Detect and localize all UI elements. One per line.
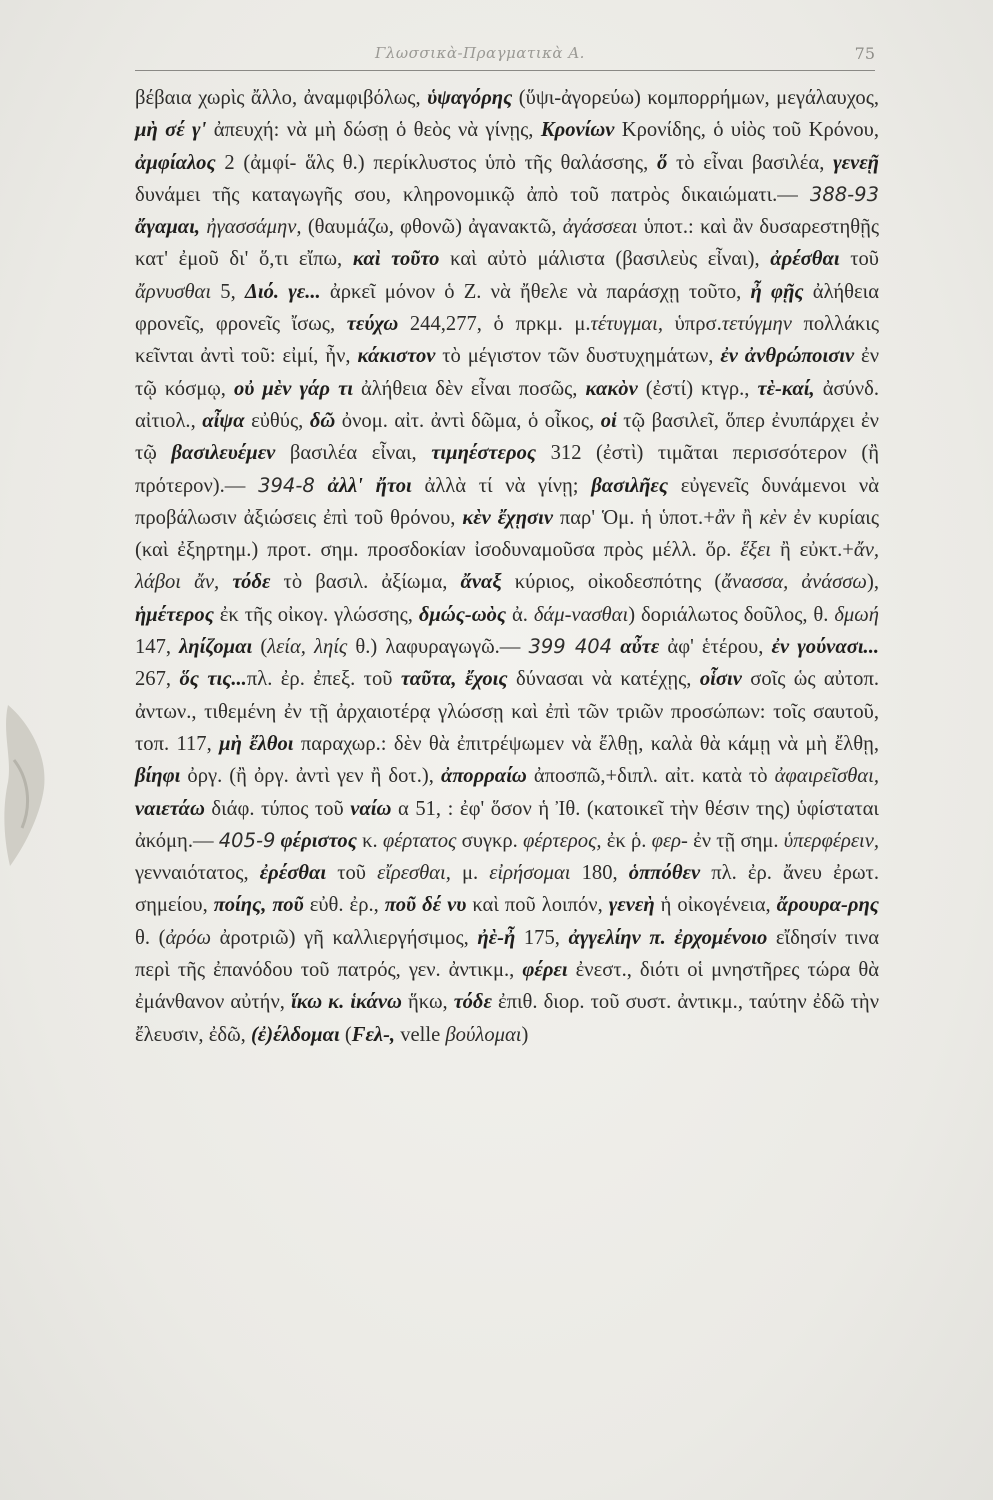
gloss-text: εἴδησίν τινα περὶ τῆς ἐπανόδου τοῦ πατρός, γεν. ἀντικμ., (135, 926, 879, 982)
gloss-text: πολλάκις κεῖνται ἀντὶ τοῦ: εἰμί, ἦν, (135, 313, 880, 368)
gloss-text: καὶ αὐτὸ μάλιστα (βασιλεὺς εἶναι), (439, 248, 771, 271)
lemma: ναίω (350, 797, 392, 820)
lemma: τόδε (453, 991, 492, 1014)
gloss-text: κύριος, οἰκοδεσπότης ( (501, 571, 722, 594)
gloss-text: τοῦ (326, 862, 378, 885)
lemma: κὲν ἔχῃσιν (462, 506, 553, 529)
gloss-text: τὸ βασιλ. ἀξίωμα, (270, 571, 461, 594)
gloss-text: velle (395, 1023, 446, 1046)
gloss-text: ἀ. (506, 603, 534, 626)
gloss-text: δύνασαι νὰ κατέχῃς, (507, 668, 700, 691)
italic-form: ὑπερφέρειν, (783, 829, 880, 852)
lemma: οἱ (600, 409, 617, 432)
lemma: κακὸν (585, 377, 638, 400)
gloss-text: ἐπιθ. διορ. τοῦ συστ. ἀντικμ., ταύτην ἐδῶ τὴν ἔλευσιν, ἐδῶ, (135, 991, 880, 1046)
italic-form: ἄν, (853, 539, 879, 562)
lemma: ἀρέσθαι (770, 248, 840, 271)
gloss-text: εὐγενεῖς δυνάμενοι νὰ προβάλωσιν ἀξιώσεις ἐπὶ τοῦ θρόνου, (135, 474, 880, 529)
gloss-text: 312 (ἐστὶ) τιμᾶται περισσότερον (ἢ πρότερον).— (135, 442, 880, 497)
lemma: (ἐ)έλδομαι (250, 1023, 340, 1046)
gloss-text: ἥκω, (401, 991, 454, 1014)
lemma: ἄγαμαι, (135, 216, 201, 239)
gloss-text: ἐκ τῆς οἰκογ. γλώσσης, (213, 603, 419, 626)
lemma: τιμηέστερος (431, 442, 537, 465)
gloss-text: ) (521, 1023, 529, 1046)
gloss-text: θ.) λαφυραγωγῶ.— (347, 636, 529, 659)
gloss-text: ἀφ' ἑτέρου, (659, 636, 772, 659)
lemma: ἀπορραίω (440, 765, 527, 788)
lemma: τεύχω (346, 313, 399, 336)
italic-form: ἠγασσάμην, (200, 216, 308, 239)
lemma: δμώς-ωὸς (418, 603, 507, 626)
gloss-text: ἀροτριῶ) γῆ καλλιεργήσιμος, (211, 926, 478, 949)
lemma: ἄρουρα-ρης (776, 894, 879, 917)
italic-form: τετύγμην (721, 313, 792, 336)
gloss-text: ἡ οἰκογένεια, (654, 894, 777, 917)
lemma: ἠὲ-ἦ (477, 926, 516, 949)
italic-form: εἰρήσομαι (489, 862, 571, 885)
gloss-text: ( (252, 636, 268, 659)
lemma: γενεῇ (833, 151, 879, 174)
lemma: τὲ-καί, (757, 377, 815, 400)
gloss-text: 5, (211, 280, 245, 303)
gloss-text: ἀλήθεια δὲν εἶναι ποσῶς, (352, 377, 586, 400)
gloss-text: ἐν κυρίαις (καὶ ἐξηρτημ.) προτ. σημ. προσδοκίαν ἰσοδυναμοῦσα πρὸς μέλλ. ὅρ. (135, 506, 879, 562)
gloss-text: τὸ μέγιστον τῶν δυστυχημάτων, (435, 345, 721, 368)
gloss-text (315, 475, 328, 497)
gloss-text: ἢ (734, 506, 760, 529)
italic-form: ἀφαιρεῖσθαι, (774, 765, 879, 788)
gloss-text: θ. ( (135, 926, 166, 949)
gloss-text: ὀνομ. αἰτ. ἀντὶ δῶμα, ὁ οἶκος, (335, 409, 601, 432)
body-text (135, 82, 879, 1051)
lemma: φέρει (522, 959, 568, 982)
lemma: τόδε (232, 571, 271, 594)
italic-form: ἂν (714, 506, 735, 529)
running-head: Γλωσσικὰ-Πραγματικὰ Α. (375, 44, 585, 62)
lemma: αἶψα (202, 409, 245, 432)
gloss-text: κ. (356, 829, 383, 852)
gloss-text: ἢ εὐκτ.+ (771, 539, 854, 562)
page-header (135, 40, 875, 71)
lemma: ἀμφίαλος (135, 151, 216, 174)
italic-form: εἴρεσθαι, (377, 862, 451, 885)
gloss-text (457, 668, 465, 690)
gloss-text: διάφ. τύπος τοῦ (204, 797, 351, 820)
lemma: ἵκω κ. ἱκάνω (290, 991, 402, 1014)
lemma: γενεὴ (608, 894, 655, 917)
lemma: κάκιστον (357, 345, 436, 368)
italic-form: ἄρνυσθαι (135, 280, 212, 303)
lemma: ὅ (656, 151, 668, 174)
gloss-text (612, 636, 620, 658)
gloss-text: δυνάμει τῆς καταγωγῆς σου, κληρονομικῷ ἀπὸ τοῦ πατρὸς δικαιώματι.— (135, 183, 810, 206)
gloss-text: (ὕψι-ἀγορεύω) κομπορρήμων, μεγάλαυχος, (512, 87, 880, 109)
lemma: ἡμέτερος (135, 603, 214, 626)
page-number: 75 (854, 44, 875, 63)
gloss-text: καὶ ποῦ λοιπόν, (466, 894, 609, 917)
gloss-text: παρ' Ὁμ. ἡ ὑποτ.+ (552, 506, 715, 529)
gloss-text: ἐν τῇ σημ. (687, 829, 784, 852)
verse-range: 388-93 (809, 182, 879, 206)
lemma: ἐν ἀνθρώποισιν (720, 345, 855, 368)
lemma: ἐρέσθαι (259, 862, 327, 885)
gloss-text: βασιλέα εἶναι, (275, 442, 432, 465)
italic-form: ἀγάσσεαι (562, 216, 638, 239)
gloss-text: ὑποτ.: καὶ ἂν δυσαρεστηθῇς κατ' ἐμοῦ δι' ὅ,τι εἴπω, (135, 216, 879, 271)
gloss-text: τῷ βασιλεῖ, ὅπερ ἐνυπάρχει ἐν τῷ (135, 409, 879, 465)
lemma: ταῦτα, (400, 668, 457, 691)
lemma: μὴ ἔλθοι (219, 732, 294, 755)
lemma: οὐ μὲν γάρ τι (233, 377, 353, 400)
lemma: ἀλλ' ἤτοι (327, 474, 412, 497)
gloss-text: ἐν τῷ κόσμῳ, (135, 345, 880, 400)
lemma: ἐν γούνασι... (771, 636, 879, 659)
italic-form: βούλομαι (445, 1023, 522, 1046)
page-smudge (0, 700, 64, 870)
lemma: ποῦ (272, 894, 304, 917)
gloss-text: 244,277, ὁ πρκμ. μ. (398, 313, 591, 336)
gloss-text: (ἐστί) κτγρ., (637, 377, 758, 400)
gloss-text: ἐκ ῥ. (601, 829, 652, 852)
gloss-text: παραχωρ.: δὲν θὰ ἐπιτρέψωμεν νὰ ἔλθῃ, καλὰ θὰ κάμῃ νὰ μὴ ἔλθῃ, (293, 732, 879, 755)
italic-form: δάμ-νασθαι (533, 603, 629, 626)
italic-form: ἕξει (740, 539, 772, 562)
gloss-text: ἀλλὰ τί νὰ γίνῃ; (411, 474, 592, 497)
lemma: ποίης, (213, 894, 267, 917)
lemma: ὁππόθεν (628, 862, 701, 885)
gloss-text: συγκρ. (456, 829, 524, 852)
lemma: ἔχοις (464, 668, 508, 691)
gloss-text: ἀσύνδ. αἰτιολ., (135, 377, 879, 432)
italic-form: τέτυγμαι, (590, 313, 663, 336)
lemma: ἄναξ (460, 571, 502, 594)
gloss-text: πλ. ἐρ. ἄνευ ἐρωτ. σημείου, (135, 862, 879, 917)
gloss-text: εὐθύς, (244, 409, 310, 432)
italic-form: κὲν (759, 506, 787, 529)
gloss-text: 2 (ἀμφί- ἅλς θ.) περίκλυστος ὑπὸ τῆς θαλάσσης, (215, 151, 657, 174)
lemma: ληίζομαι (179, 636, 253, 659)
lemma: μὴ σέ γ' (135, 119, 207, 142)
lemma: Διό. γε... (244, 280, 321, 303)
commentary-paragraph (135, 82, 879, 1051)
gloss-text: 147, (135, 636, 180, 659)
lemma: βίηφι (135, 765, 181, 788)
gloss-text: τοῦ (839, 248, 879, 271)
gloss-text: γενναιότατος, (135, 862, 260, 885)
lemma: ἀγγελίην π. ἐρχομένοιο (568, 926, 768, 949)
italic-form: φερ- (651, 829, 688, 852)
italic-form: ἄνασσα, ἀνάσσω (721, 571, 867, 594)
lemma: Κρονίων (540, 119, 615, 142)
gloss-text (219, 571, 232, 593)
gloss-text: ἀλήθεια φρονεῖς, φρονεῖς ἴσως, (135, 280, 880, 336)
gloss-text: 175, (515, 926, 569, 949)
italic-form: φέρτατος (382, 829, 457, 852)
gloss-text: ἀποσπῶ,+διπλ. αἰτ. κατὰ τὸ (526, 765, 775, 788)
gloss-text: ( (339, 1023, 352, 1046)
lemma: αὖτε (620, 636, 660, 659)
gloss-text: μ. (450, 862, 490, 885)
gloss-text: σοῖς ὡς αὐτοπ. ἀντων., τιθεμένη ἐν τῇ ἀρχαιοτέρᾳ γλώσσῃ καὶ ἐπὶ τῶν τριῶν προσώπων: τοῖς σαυτοῦ, τοπ. 117, (135, 668, 879, 755)
lemma: καὶ τοῦτο (352, 248, 440, 271)
gloss-text: α 51, : ἐφ' ὅσον ἡ Ἰθ. (κατοικεῖ τὴν θέσιν της) ὑφίσταται ἀκόμη.— (135, 797, 879, 852)
lemma: Ϝελ-, (351, 1023, 396, 1046)
gloss-text: Κρονίδης, ὁ υἱὸς τοῦ Κρόνου, (614, 119, 879, 142)
lemma: βασιλῆες (591, 474, 669, 497)
lemma: δῶ (309, 409, 336, 432)
verse-range: 399 404 (528, 635, 613, 659)
gloss-text: ἀπευχή: νὰ μὴ δώσῃ ὁ θεὸς νὰ γίνῃς, (206, 119, 541, 142)
verse-range: 394-8 (258, 473, 315, 497)
gloss-text: ), (866, 571, 879, 594)
lemma: φέριστος (280, 829, 357, 852)
italic-form: φέρτερος, (523, 829, 602, 852)
gloss-text: τὸ εἶναι βασιλέα, (667, 151, 834, 174)
gloss-text: 267, (135, 668, 180, 691)
gloss-text: 180, (570, 862, 629, 885)
lemma: βασιλευέμεν (171, 442, 276, 465)
gloss-text: ὑπρσ. (662, 313, 722, 336)
lemma: ἦ φῇς (750, 280, 804, 303)
italic-form: δμωή (834, 603, 879, 626)
gloss-text: ἀρκεῖ μόνον ὁ Ζ. νὰ ἤθελε νὰ παράσχῃ τοῦτο, (320, 280, 751, 303)
lemma: ὑψαγόρης (427, 87, 513, 109)
gloss-text: ) δοριάλωτος δοῦλος, θ. (628, 603, 835, 626)
gloss-text: ἐνεστ., διότι οἱ μνηστῆρες τώρα θὰ ἐμάνθανον αὐτήν, (135, 959, 880, 1014)
lemma: ὅς τις... (179, 668, 247, 691)
italic-form: λεία, ληίς (267, 636, 348, 659)
gloss-text: εὐθ. ἐρ., (303, 894, 385, 917)
italic-form: λάβοι ἄν, (135, 571, 220, 594)
italic-form: ἀρόω (165, 926, 211, 949)
lemma: ναιετάω (135, 797, 205, 820)
gloss-text: ὀργ. (ἢ ὀργ. ἀντὶ γεν ἢ δοτ.), (180, 765, 441, 788)
lemma: οἷσιν (699, 668, 742, 691)
lemma: ποῦ δέ νυ (384, 894, 467, 917)
gloss-text: (θαυμάζω, φθονῶ) ἀγανακτῶ, (307, 216, 563, 239)
gloss-text: πλ. ἐρ. ἐπεξ. τοῦ (246, 668, 401, 691)
verse-range: 405-9 (218, 828, 276, 852)
gloss-text: βέβαια χωρὶς ἄλλο, ἀναμφιβόλως, (135, 87, 428, 109)
